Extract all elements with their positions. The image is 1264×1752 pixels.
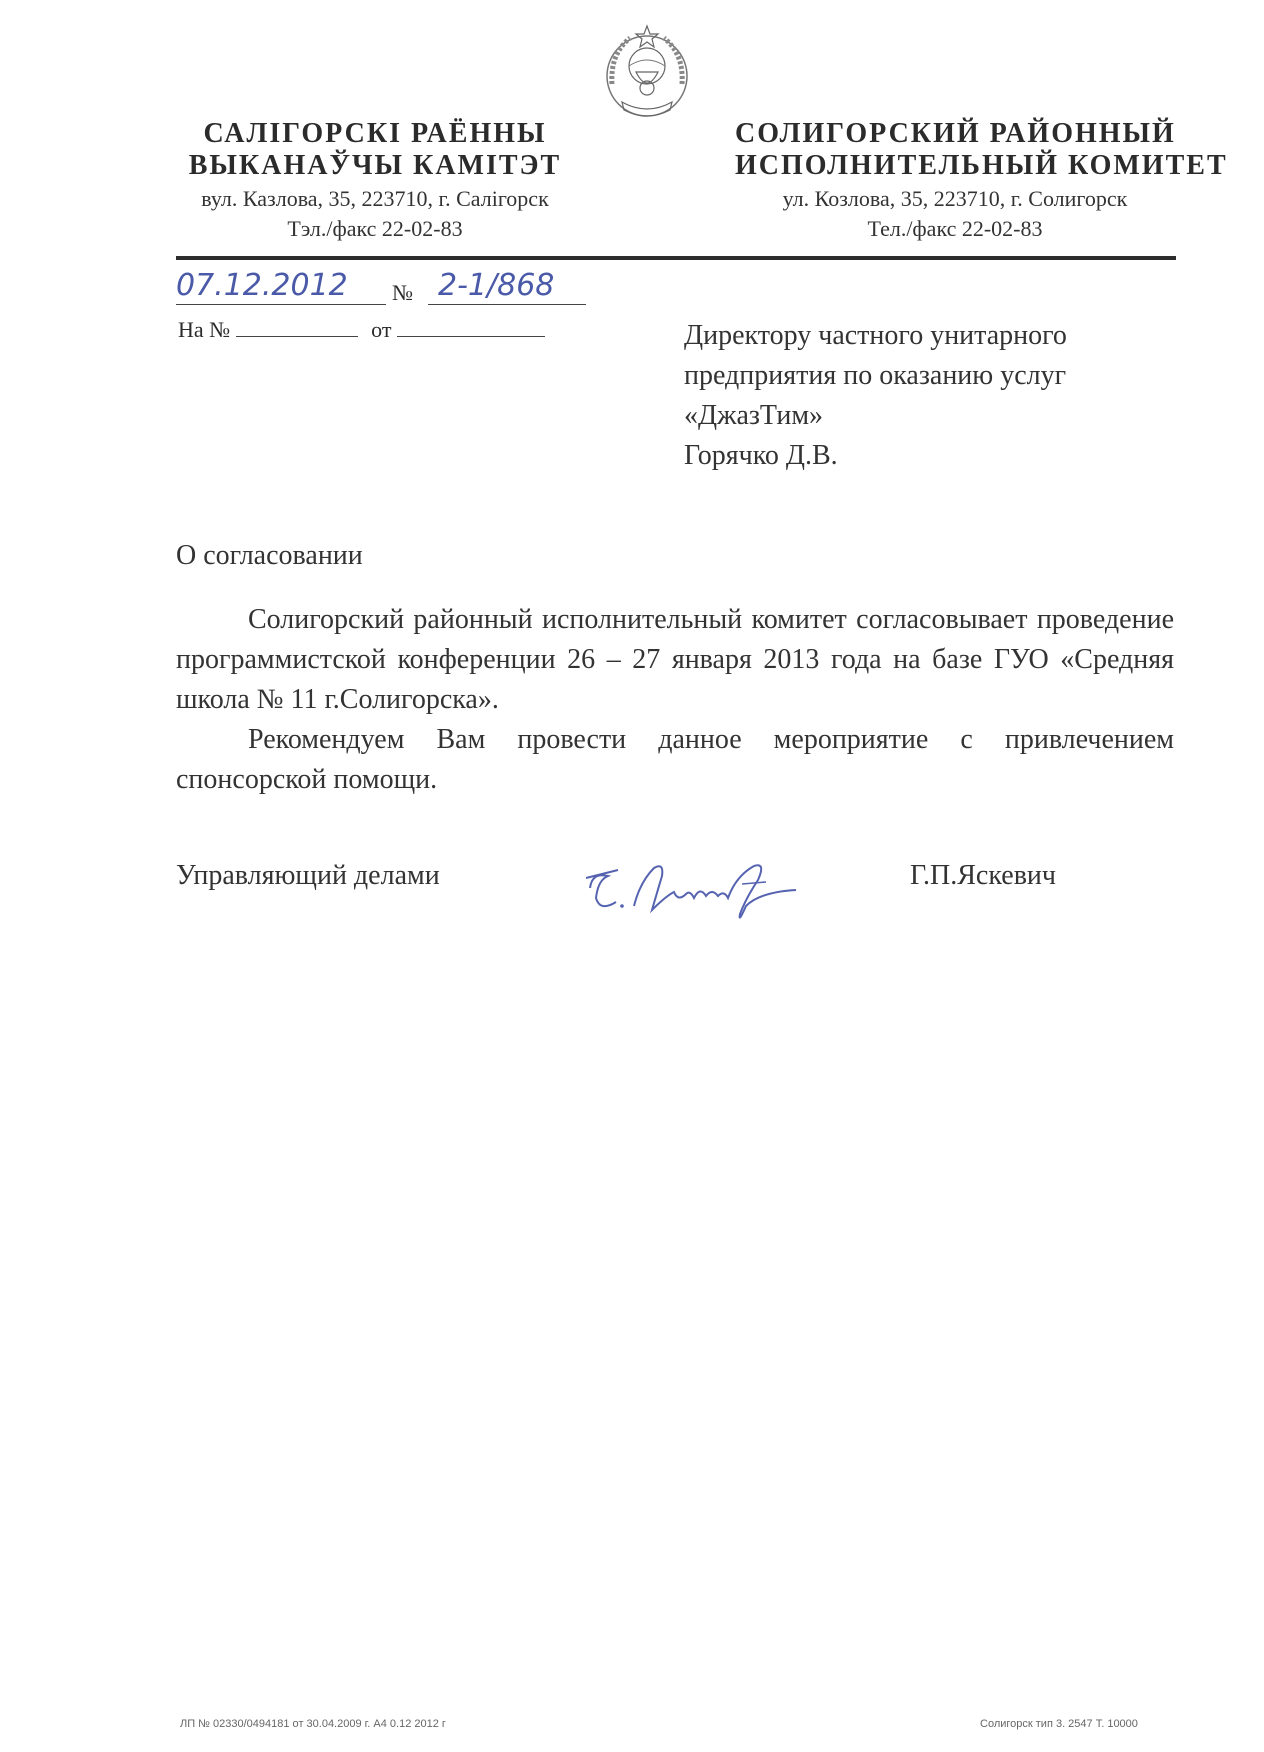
registration-number: 2-1/868 bbox=[438, 268, 555, 303]
addressee-line: предприятия по оказанию услуг bbox=[684, 360, 1067, 391]
header-divider bbox=[176, 256, 1176, 260]
header-right bbox=[735, 118, 1228, 244]
reference-number-blank bbox=[236, 316, 358, 337]
addressee-line: «ДжазТим» bbox=[684, 400, 824, 431]
org-address-ru: ул. Козлова, 35, 223710, г. Солигорск bbox=[782, 186, 1128, 211]
signatory-title: Управляющий делами bbox=[176, 860, 440, 891]
reference-date-blank bbox=[397, 316, 545, 337]
org-phone-by: Тэл./факс 22-02-83 bbox=[287, 216, 463, 241]
registration-number-field bbox=[428, 268, 586, 305]
reference-number-label: На № bbox=[178, 317, 231, 342]
letter-subject: О согласовании bbox=[176, 540, 363, 571]
footer-printer: Солигорск тип 3. 2547 Т. 10000 bbox=[980, 1718, 1138, 1730]
body-paragraph: Солигорский районный исполнительный комитет согласовывает проведение программистской конференции 26 – 27 января 2013 года на базе ГУО «Средняя школа № 11 г.Солигорска». bbox=[176, 604, 1174, 715]
org-address-by: вул. Казлова, 35, 223710, г. Салігорск bbox=[201, 186, 549, 211]
body-paragraph: Рекомендуем Вам провести данное мероприятие с привлечением спонсорской помощи. bbox=[176, 724, 1174, 795]
org-name-ru-line1: СОЛИГОРСКИЙ РАЙОННЫЙ bbox=[735, 118, 1176, 149]
reference-from-label: от bbox=[371, 317, 392, 342]
handwritten-signature bbox=[570, 836, 830, 932]
signatory-name: Г.П.Яскевич bbox=[910, 860, 1056, 891]
letter-body bbox=[176, 600, 1174, 800]
addressee-line: Горячко Д.В. bbox=[684, 440, 838, 471]
registration-number-label: № bbox=[392, 280, 413, 305]
addressee-line: Директору частного унитарного bbox=[684, 320, 1067, 351]
footer-license: ЛП № 02330/0494181 от 30.04.2009 г. А4 0.12 2012 г bbox=[180, 1718, 446, 1730]
org-phone-ru: Тел./факс 22-02-83 bbox=[867, 216, 1043, 241]
org-name-by-line2: ВЫКАНАЎЧЫ КАМІТЭТ bbox=[188, 150, 562, 181]
registration-date: 07.12.2012 bbox=[176, 268, 348, 303]
coat-of-arms-icon bbox=[600, 24, 694, 124]
registration-date-field bbox=[176, 268, 386, 305]
header-left bbox=[170, 118, 580, 244]
org-name-ru-line2: ИСПОЛНИТЕЛЬНЫЙ КОМИТЕТ bbox=[735, 150, 1228, 181]
org-name-by-line1: САЛІГОРСКІ РАЁННЫ bbox=[203, 118, 547, 149]
reference-line bbox=[178, 316, 545, 343]
addressee-block bbox=[684, 316, 1164, 476]
